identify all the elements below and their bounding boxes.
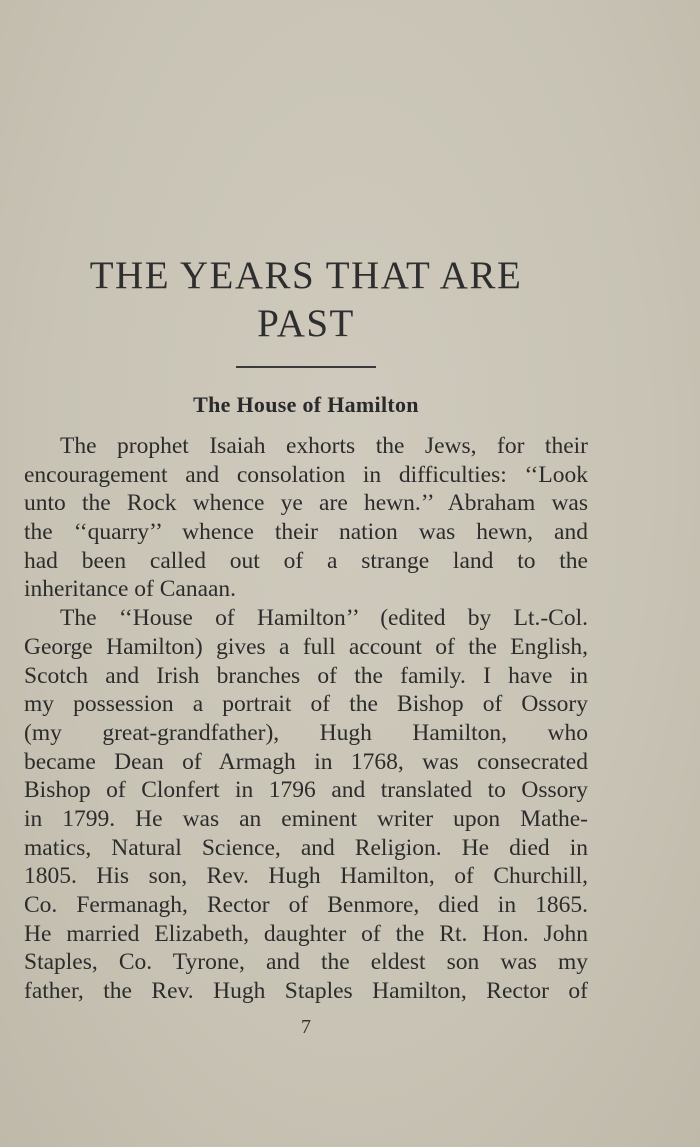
title-divider [236,366,376,368]
chapter-title-line-1: THE YEARS THAT ARE [89,254,523,297]
paragraph-2-line-14: father, the Rev. Hugh Staples Hamilton, Rector of [24,978,588,1005]
paragraph-1-line-1: The prophet Isaiah exhorts the Jews, for their [60,433,588,459]
paragraph-1-line-3: unto the Rock whence ye are hewn.’’ Abraham was [24,490,588,517]
paragraph-2-line-11: Co. Fermanagh, Rector of Benmore, died in 1865. [24,892,588,918]
paragraph-1-line-5: had been called out of a strange land to the [24,547,588,574]
paragraph-2-line-8: in 1799. He was an eminent writer upon Mathe- [24,805,588,832]
paragraph-2-line-10: 1805. His son, Rev. Hugh Hamilton, of Churchill, [24,863,588,890]
paragraph-2-line-7: Bishop of Clonfert in 1796 and translated to Ossory [24,777,588,804]
paragraph-2-line-6: became Dean of Armagh in 1768, was consecrated [24,748,588,775]
paragraph-2-line-13: Staples, Co. Tyrone, and the eldest son was my [24,949,588,976]
paragraph-1-line-2: encouragement and consolation in difficulties: ‘‘Look [24,461,588,488]
paragraph-1-line-6: inheritance of Canaan. [24,576,237,603]
paragraph-2-line-9: matics, Natural Science, and Religion. He died in [24,834,588,861]
paragraph-2-line-2: George Hamilton) gives a full account of the English, [24,633,588,660]
body-text [24,432,588,1006]
paragraph-1-line-4: the ‘‘quarry’’ whence their nation was hewn, and [24,519,588,546]
chapter-title-line-2: PAST [257,302,355,345]
paragraph-2-line-3: Scotch and Irish branches of the family. I have in [24,662,588,689]
section-heading: The House of Hamilton [193,392,419,417]
paragraph-2-line-1: The ‘‘House of Hamilton’’ (edited by Lt.-Col. [60,605,588,632]
paragraph-2-line-5: (my great-grandfather), Hugh Hamilton, who [24,719,588,746]
paragraph-2-line-12: He married Elizabeth, daughter of the Rt. Hon. John [24,920,588,947]
chapter-title [0,252,612,348]
page-number: 7 [301,1016,311,1038]
paragraph-2-line-4: my possession a portrait of the Bishop of Ossory [24,691,588,718]
